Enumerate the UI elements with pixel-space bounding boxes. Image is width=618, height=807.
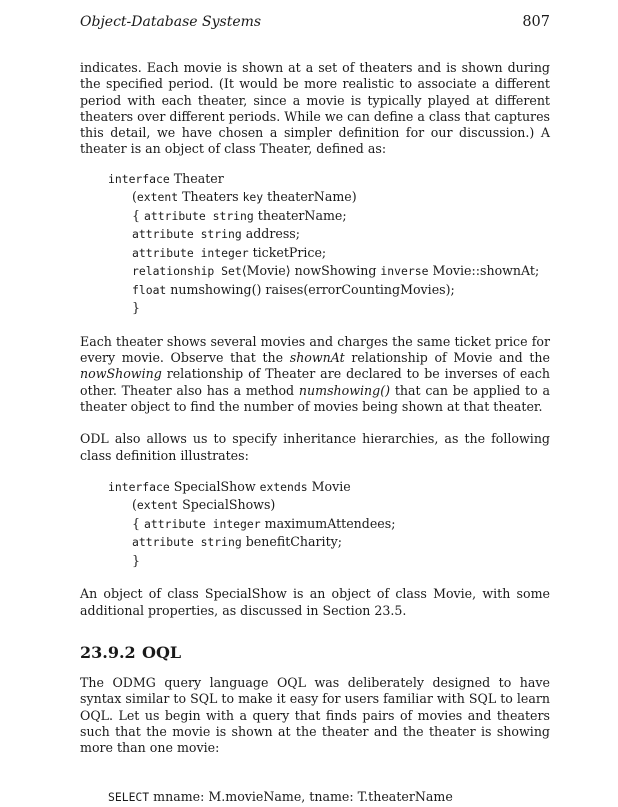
code-block-specialshow-interface xyxy=(80,478,550,571)
section-heading xyxy=(80,643,550,663)
code-line: (extent SpecialShows) xyxy=(132,497,276,513)
paragraph-oql-intro: The ODMG query language OQL was deliberately designed to have syntax similar to SQL to make it easy for users familiar with SQL to learn OQL. Let us begin with a query that finds pairs of movies and theaters such that the movie is shown at the theater and the theater is showing more than one movie: xyxy=(80,674,550,756)
code-line: { attribute integer maximumAttendees; xyxy=(132,515,396,531)
paragraph-theater-description: Each theater shows several movies and charges the same ticket price for every movie. Observe that the shownAt relationship of Movie and the nowShowing relationship of Theater are declared to be inverses of each other. Theater also has a method numshowing() that can be applied to a theater object to find the number of movies being shown at that theater. xyxy=(80,333,550,414)
code-block-select xyxy=(80,788,550,807)
page-header xyxy=(80,14,550,36)
code-line: float numshowing() raises(errorCountingMovies); xyxy=(132,281,455,297)
section-number: 23.9.2 xyxy=(80,642,136,662)
running-title: Object-Database Systems xyxy=(80,14,262,30)
code-block-theater-interface xyxy=(80,170,550,318)
code-line: { attribute string theaterName; xyxy=(132,207,347,223)
paragraph-inheritance: ODL also allows us to specify inheritance hierarchies, as the following class definition illustrates: xyxy=(80,431,550,463)
code-line: SELECT mname: M.movieName, tname: T.theaterName xyxy=(108,789,453,805)
code-line: } xyxy=(132,300,141,316)
page-body xyxy=(80,60,550,807)
code-line: interface SpecialShow extends Movie xyxy=(108,478,351,494)
code-line: (extent Theaters key theaterName) xyxy=(132,189,357,205)
page-number: 807 xyxy=(522,14,550,30)
paragraph-specialshow: An object of class SpecialShow is an object of class Movie, with some additional properties, as discussed in Section 23.5. xyxy=(80,586,550,618)
code-line: attribute string benefitCharity; xyxy=(132,534,342,550)
code-line: interface Theater xyxy=(108,170,224,186)
code-line: } xyxy=(132,552,141,568)
section-title: OQL xyxy=(142,642,182,662)
code-line: attribute string address; xyxy=(132,226,301,242)
code-line: attribute integer ticketPrice; xyxy=(132,244,327,260)
code-line: relationship Set⟨Movie⟩ nowShowing inverse Movie::shownAt; xyxy=(132,263,540,279)
paragraph-theater-intro: indicates. Each movie is shown at a set of theaters and is shown during the specified period. (It would be more realistic to associate a different period with each theater, since a movie is typically played at different theaters over different periods. While we can define a class that captures this detail, we have chosen a simpler definition for our discussion.) A theater is an object of class Theater, defined as: xyxy=(80,60,550,157)
